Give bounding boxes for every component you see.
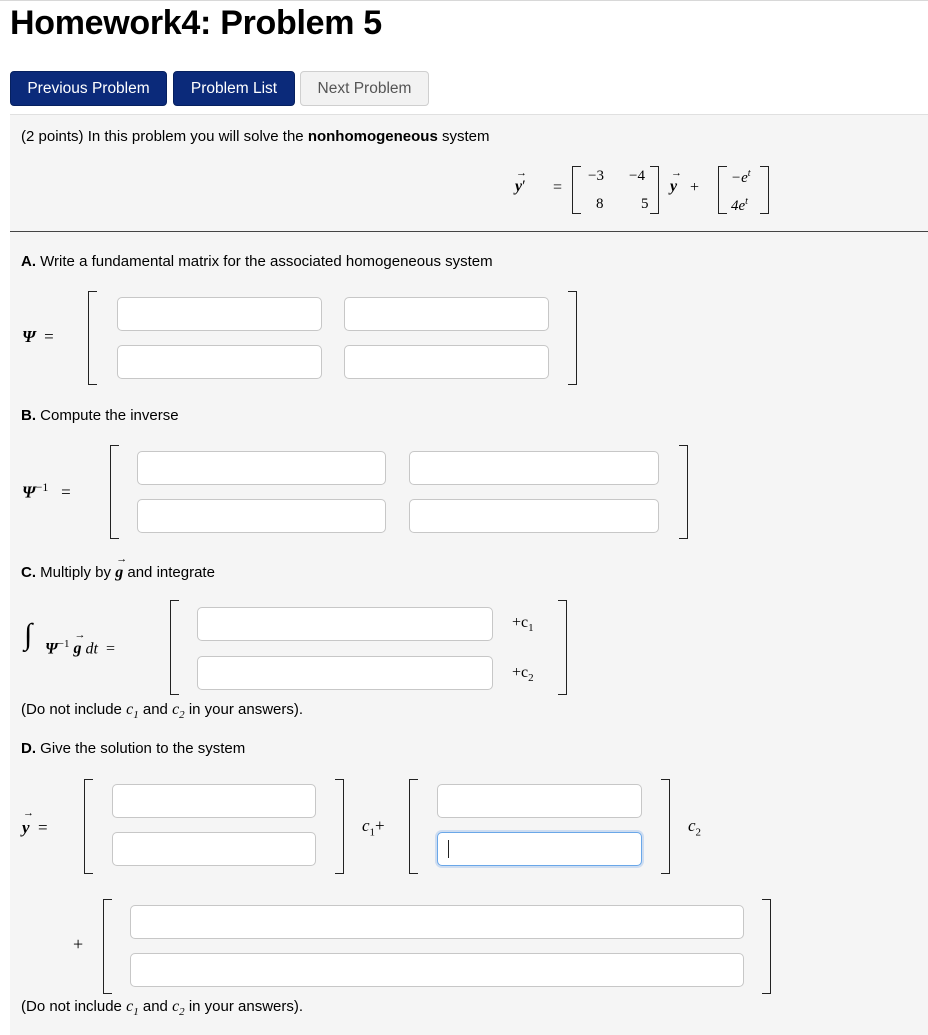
part-d-bracket2-left xyxy=(409,779,418,874)
part-d-note: (Do not include $c_1$ and $c_2$ in your answers). xyxy=(21,998,304,1019)
solution-vec2-top-input[interactable] xyxy=(437,784,642,818)
problem-intro xyxy=(21,128,490,145)
matrix-a11: −3 xyxy=(588,168,604,184)
points-label: (2 points) xyxy=(21,128,84,145)
part-b-heading: B. Compute the inverse xyxy=(21,407,179,424)
psi-inv-21-input[interactable] xyxy=(137,499,386,533)
forcing-bottom: $4e^t$ xyxy=(731,196,748,214)
forcing-bracket-right xyxy=(760,166,769,214)
solution-vec1-top-input[interactable] xyxy=(112,784,316,818)
section-divider xyxy=(10,231,928,232)
part-b-bracket-left xyxy=(110,445,119,539)
part-d-heading: D. Give the solution to the system xyxy=(21,740,246,757)
matrix-bracket-right xyxy=(650,166,659,214)
system-equals: = xyxy=(553,179,563,196)
psi-12-input[interactable] xyxy=(344,297,549,331)
solution-vec1-bottom-input[interactable] xyxy=(112,832,316,866)
psi-21-input[interactable] xyxy=(117,345,322,379)
part-c-heading: C. Multiply by → g and integrate xyxy=(21,553,215,581)
system-plus: + xyxy=(690,179,700,196)
matrix-a12: −4 xyxy=(629,168,645,184)
plus-c2-label: $+c_2$ xyxy=(512,664,534,685)
c1-plus-label: $c_1+$ xyxy=(362,816,385,839)
integral-sign: ∫ xyxy=(24,618,33,651)
problem-list-button[interactable]: Problem List xyxy=(173,71,295,106)
psi-inv-12-input[interactable] xyxy=(409,451,659,485)
top-divider xyxy=(0,0,928,1)
part-a-bracket-left xyxy=(88,291,97,385)
psi-11-input[interactable] xyxy=(117,297,322,331)
intro-text-end: system xyxy=(441,128,490,145)
system-y-term: → y xyxy=(670,167,682,195)
page-title: Homework4: Problem 5 xyxy=(10,4,382,42)
next-problem-button[interactable]: Next Problem xyxy=(300,71,429,106)
particular-plus: + xyxy=(73,934,84,954)
matrix-bracket-left xyxy=(572,166,581,214)
intro-bold: nonhomogeneous xyxy=(307,128,438,145)
c2-label: $c_2$ xyxy=(688,816,702,839)
psi-inv-22-input[interactable] xyxy=(409,499,659,533)
psi-22-input[interactable] xyxy=(344,345,549,379)
plus-c1-label: $+c_1$ xyxy=(512,614,534,635)
particular-bracket-right xyxy=(762,899,771,994)
part-b-bracket-right xyxy=(679,445,688,539)
psi-inverse-label-b: $\Psi^{-1}$ = xyxy=(22,480,71,502)
integral-row1-input[interactable] xyxy=(197,607,493,641)
text-cursor xyxy=(448,840,449,858)
forcing-top: $-e^t$ xyxy=(731,168,751,186)
part-c-bracket-right xyxy=(558,600,567,695)
part-c-bracket-left xyxy=(170,600,179,695)
integral-row2-input[interactable] xyxy=(197,656,493,690)
part-d-bracket1-left xyxy=(84,779,93,874)
solution-vec2-bottom-input[interactable] xyxy=(437,832,642,866)
part-d-bracket1-right xyxy=(335,779,344,874)
psi-inv-11-input[interactable] xyxy=(137,451,386,485)
system-lhs: → y′ xyxy=(515,167,527,195)
forcing-bracket-left xyxy=(718,166,727,214)
part-a-bracket-right xyxy=(568,291,577,385)
part-d-bracket2-right xyxy=(661,779,670,874)
part-c-note: (Do not include $c_1$ and $c_2$ in your answers). xyxy=(21,701,304,722)
particular-bracket-left xyxy=(103,899,112,994)
y-vector: → y xyxy=(515,167,527,195)
matrix-a21: 8 xyxy=(596,196,604,212)
psi-label-a: Ψ = xyxy=(22,327,54,346)
particular-bottom-input[interactable] xyxy=(130,953,744,987)
matrix-a22: 5 xyxy=(641,196,649,212)
previous-problem-button[interactable]: Previous Problem xyxy=(10,71,167,106)
particular-top-input[interactable] xyxy=(130,905,744,939)
y-label-d: → y = xyxy=(22,807,48,837)
part-a-heading: A. Write a fundamental matrix for the associated homogeneous system xyxy=(21,253,493,270)
integrand-label: $\Psi^{-1}$ → g dt = xyxy=(45,629,115,658)
intro-text: In this problem you will solve the xyxy=(87,128,304,145)
